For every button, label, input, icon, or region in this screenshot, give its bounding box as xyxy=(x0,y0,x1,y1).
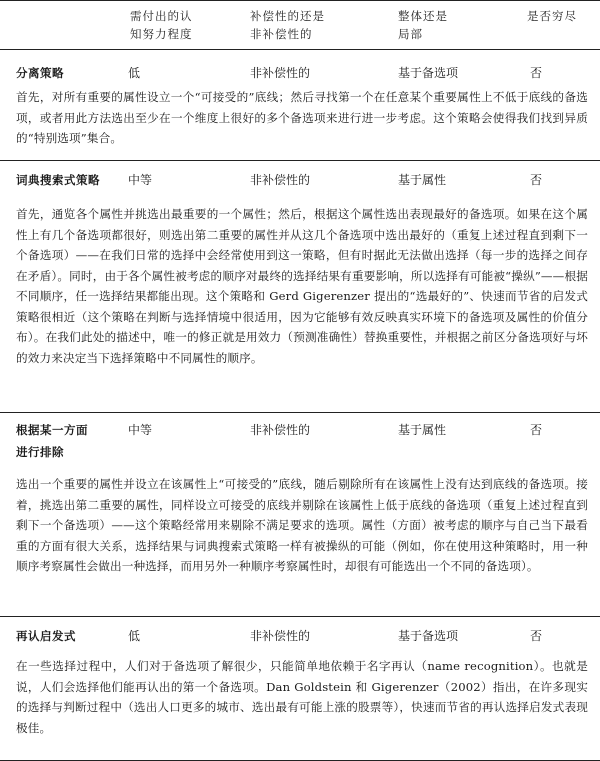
header-effort: 需付出的认 知努力程度 xyxy=(130,9,193,41)
effort-value: 低 xyxy=(128,66,141,80)
header-basis: 整体还是 局部 xyxy=(398,9,448,41)
basis-value: 基于属性 xyxy=(398,423,447,437)
exhaustive-value: 否 xyxy=(530,66,543,80)
strategy-description: 首先，通览各个属性并挑选出最重要的一个属性；然后，根据这个属性选出表现最好的备选项。如果在这个属性上有几个备选项都很好，则选出第二重要的属性并从这几个备选项中选出最好的（重复上述过程直到剩下一个备选项）——在我们日常的选择中会经常使用到这一策略，但有时据此无法做出选择（每一步的选择之间存在矛盾）。同时，由于各个属性被考虑的顺序对最终的选择结果有重要影响，所以选择有可能被“操纵”——根据不同顺序，任一选择结果都能出现。这个策略和 Gerd Gigerenzer 提出的“选最好的”、快速而节省的启发式策略很相近（这个策略在判断与选择情境中很适用，因为它能够有效反映真实环境下的备选项及属性的价值分布）。在我们此处的描述中，唯一的修正就是用效力（预测准确性）替换重要性，并根据之前区分备选项好与坏的效力来决定当下选择策略中不同属性的顺序。 xyxy=(16,207,588,365)
table-header xyxy=(0,1,600,50)
effort-value: 低 xyxy=(128,629,141,643)
exhaustive-value: 否 xyxy=(530,173,543,187)
strategy-name: 词典搜索式策略 xyxy=(16,173,100,187)
exhaustive-value: 否 xyxy=(530,423,543,437)
effort-value: 中等 xyxy=(128,423,153,437)
compensatory-value: 非补偿性的 xyxy=(250,629,311,643)
basis-value: 基于属性 xyxy=(398,173,447,187)
strategy-description: 首先，对所有重要的属性设立一个“可接受的”底线；然后寻找第一个在任意某个重要属性上不低于底线的备选项，或者用此方法选出至少在一个维度上很好的多个备选项来进行进一步考虑。这个策略会使得我们找到异质的“特别选项”集合。 xyxy=(16,90,588,145)
row-divider xyxy=(0,412,600,413)
strategy-description: 在一些选择过程中，人们对于备选项了解很少，只能简单地依赖于名字再认（name recognition）。也就是说，人们会选择他们能再认出的第一个备选项。Dan Goldstein 和 Gigerenzer（2002）指出，在许多现实的选择与判断过程中（选出人口更多的城市、选出最有可能上涨的股票等），快速而节省的再认选择启发式表现极佳。 xyxy=(16,659,588,735)
basis-value: 基于备选项 xyxy=(398,629,459,643)
header-compensatory: 补偿性的还是 非补偿性的 xyxy=(250,9,325,41)
strategy-name: 再认启发式 xyxy=(16,629,76,643)
effort-value: 中等 xyxy=(128,173,153,187)
strategy-description: 选出一个重要的属性并设立在该属性上“可接受的”底线，随后剔除所有在该属性上没有达到底线的备选项。接着，挑选出第二重要的属性，同样设立可接受的底线并剔除在该属性上低于底线的备选项（重复上述过程直到剩下一个备选项）——这个策略经常用来剔除不满足要求的选项。属性（方面）被考虑的顺序与自己当下最看重的方面有很大关系，选择结果与词典搜索式策略一样有被操纵的可能（例如，你在使用这种策略时，用一种顺序考察属性会做出一种选择，而用另外一种顺序考察属性时，却很有可能选出一个不同的备选项）。 xyxy=(16,477,588,573)
strategy-name: 分离策略 xyxy=(16,66,64,80)
strategy-name-line-2: 进行排除 xyxy=(16,445,64,459)
compensatory-value: 非补偿性的 xyxy=(250,423,311,437)
row-divider xyxy=(0,616,600,617)
row-divider xyxy=(0,160,600,161)
strategy-name-line-1: 根据某一方面 xyxy=(16,423,88,437)
compensatory-value: 非补偿性的 xyxy=(250,173,311,187)
header-exhaustive: 是否穷尽 xyxy=(527,9,577,23)
compensatory-value: 非补偿性的 xyxy=(250,66,311,80)
basis-value: 基于备选项 xyxy=(398,66,459,80)
exhaustive-value: 否 xyxy=(530,629,543,643)
